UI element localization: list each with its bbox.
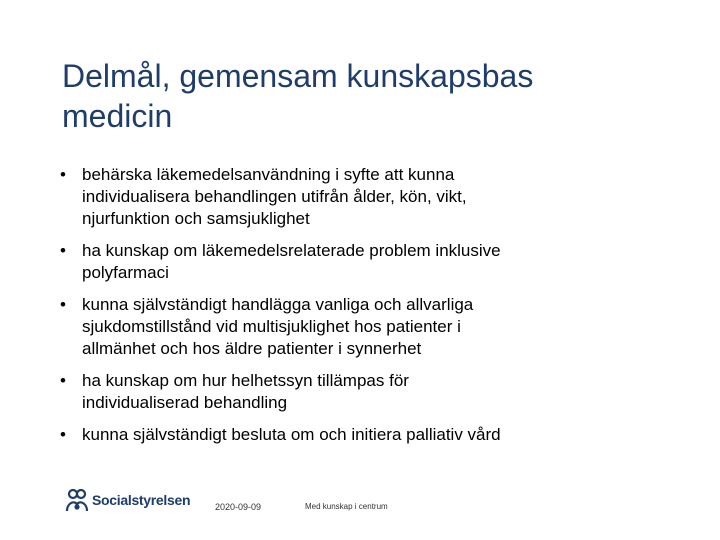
bullet-marker: • [60, 241, 66, 260]
bullet-line: kunna självständigt handlägga vanliga och allvarliga [82, 295, 474, 314]
bullet-line: njurfunktion och samsjuklighet [82, 209, 310, 228]
bullet-line: individualisera behandlingen utifrån ålder, kön, vikt, [82, 187, 467, 206]
bullet-line: kunna självständigt besluta om och initiera palliativ vård [82, 425, 501, 444]
bullet-item [60, 164, 660, 230]
bullet-line: individualiserad behandling [82, 393, 288, 412]
bullet-item [60, 424, 660, 446]
bullet-item [60, 370, 660, 414]
bullet-line: behärska läkemedelsanvändning i syfte att kunna [82, 165, 455, 184]
slide-title [62, 56, 682, 136]
bullet-line: ha kunskap om läkemedelsrelaterade problem inklusive [82, 241, 501, 260]
bullet-line: allmänhet och hos äldre patienter i synnerhet [82, 339, 422, 358]
socialstyrelsen-logo [64, 487, 190, 513]
bullet-marker: • [60, 371, 66, 390]
bullet-list [60, 164, 660, 456]
bullet-item [60, 240, 660, 284]
footer-slogan: Med kunskap i centrum [305, 502, 388, 511]
bullet-marker: • [60, 165, 66, 184]
socialstyrelsen-logo-icon [64, 487, 90, 513]
bullet-line: sjukdomstillstånd vid multisjuklighet hos patienter i [82, 317, 461, 336]
logo-text: Socialstyrelsen [92, 492, 191, 508]
slide-title-line-1: Delmål, gemensam kunskapsbas [62, 58, 534, 94]
slide-title-line-2: medicin [62, 98, 173, 134]
footer-date: 2020-09-09 [215, 502, 262, 512]
bullet-line: polyfarmaci [82, 263, 169, 282]
bullet-marker: • [60, 425, 66, 444]
bullet-item [60, 294, 660, 360]
bullet-line: ha kunskap om hur helhetssyn tillämpas för [82, 371, 409, 390]
bullet-marker: • [60, 295, 66, 314]
